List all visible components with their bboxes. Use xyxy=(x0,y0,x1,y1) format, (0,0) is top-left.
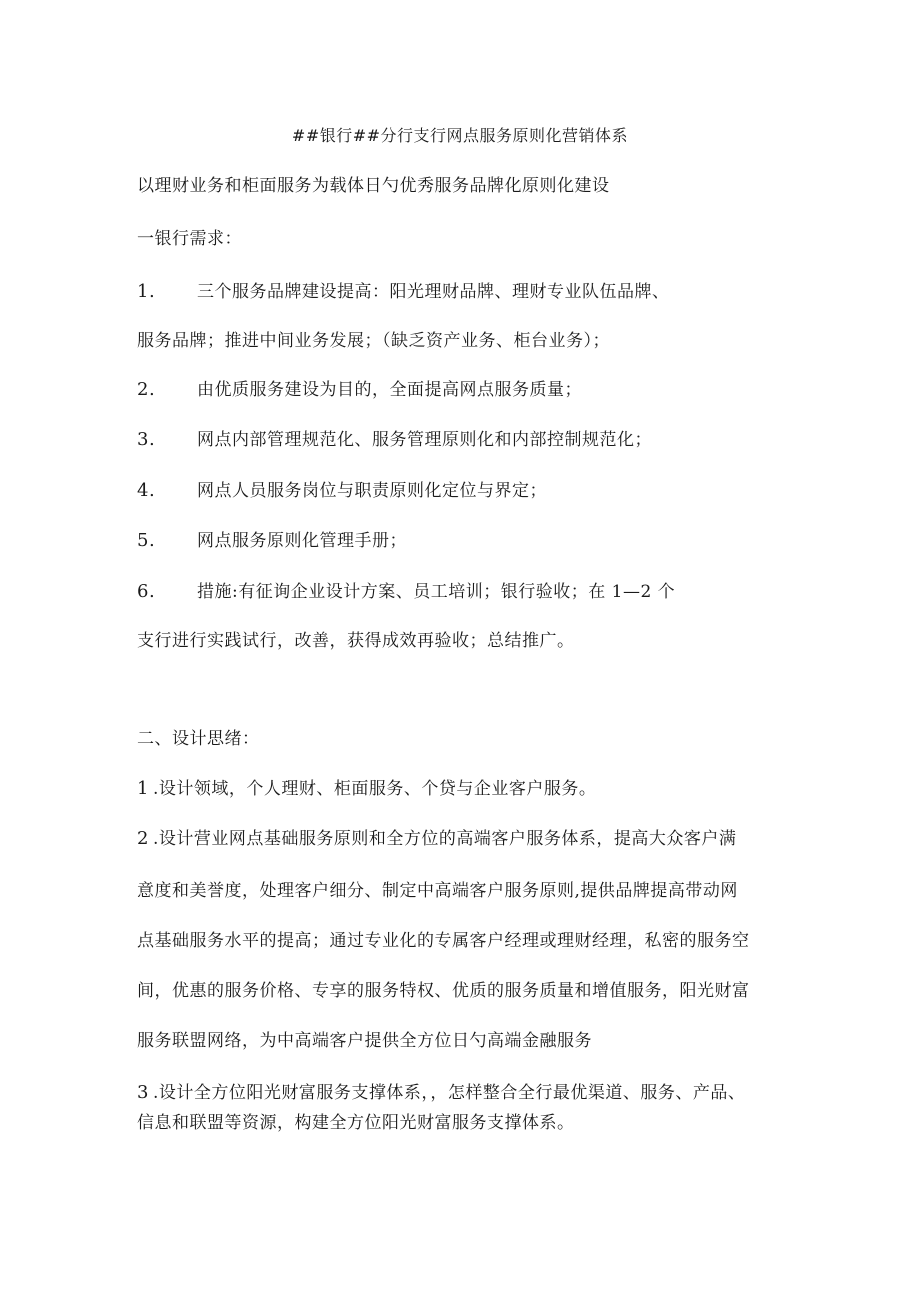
item-text: 由优质服务建设为目的，全面提高网点服务质量； xyxy=(197,380,582,400)
doc-title: ##银行##分行支行网点服务原则化营销体系 xyxy=(291,126,629,145)
list-item xyxy=(137,479,860,503)
paragraph-2-line: 服务联盟网络，为中高端客户提供全方位日勺高端金融服务 xyxy=(137,1031,592,1051)
item-number: 6. xyxy=(137,581,156,602)
paragraph-3-line: 信息和联盟等资源，构建全方位阳光财富服务支撑体系。 xyxy=(137,1113,575,1133)
item-text: 服务品牌；推进中间业务发展；（缺乏资产业务、柜台业务）； xyxy=(137,331,610,351)
paragraph-1 xyxy=(137,777,860,801)
list-item xyxy=(137,529,860,553)
paragraph-number: 2 xyxy=(137,828,149,849)
paragraph-3-line xyxy=(137,1081,860,1105)
paragraph-text: .设计营业网点基础服务原则和全方位的高端客户服务体系，提高大众客户满 xyxy=(152,829,737,849)
item-text: 网点内部管理规范化、服务管理原则化和内部控制规范化； xyxy=(197,430,652,450)
item-text: 措施:有征询企业设计方案、员工培训；银行验收；在 1—2 个 xyxy=(197,582,676,602)
paragraph-number: 3 xyxy=(137,1082,149,1103)
doc-subtitle: 以理财业务和柜面服务为载体日勺优秀服务品牌化原则化建设 xyxy=(137,176,610,196)
list-item xyxy=(137,428,860,452)
item-text: 支行进行实践试行，改善，获得成效再验收；总结推广。 xyxy=(137,631,575,651)
paragraph-2-line: 间，优惠的服务价格、专享的服务特权、优质的服务质量和增值服务，阳光财富 xyxy=(137,981,750,1001)
list-item xyxy=(137,378,860,402)
section1-heading: 一银行需求： xyxy=(137,229,242,249)
item-number: 2. xyxy=(137,379,156,400)
item-text: 网点服务原则化管理手册； xyxy=(197,531,407,551)
list-item xyxy=(137,580,860,604)
item-number: 1. xyxy=(137,281,156,302)
paragraph-2-line: 意度和美誉度，处理客户细分、制定中高端客户服务原则,提供品牌提高带动网 xyxy=(137,881,738,901)
item-text: 三个服务品牌建设提高：阳光理财品牌、理财专业队伍品牌、 xyxy=(197,282,670,302)
list-item-continuation xyxy=(137,329,860,353)
item-number: 5. xyxy=(137,530,156,551)
paragraph-number: 1 xyxy=(137,778,149,799)
item-text: 网点人员服务岗位与职责原则化定位与界定； xyxy=(197,481,547,501)
paragraph-2-line xyxy=(137,827,860,851)
paragraph-2-line: 点基础服务水平的提高；通过专业化的专属客户经理或理财经理，私密的服务空 xyxy=(137,931,750,951)
list-item xyxy=(137,280,860,304)
item-number: 4. xyxy=(137,480,156,501)
section2-heading: 二、设计思绪： xyxy=(137,729,260,749)
paragraph-text: .设计领域，个人理财、柜面服务、个贷与企业客户服务。 xyxy=(152,779,597,799)
paragraph-text: .设计全方位阳光财富服务支撑体系，，怎样整合全行最优渠道、服务、产品、 xyxy=(152,1083,746,1103)
item-number: 3. xyxy=(137,429,156,450)
list-item-continuation xyxy=(137,629,860,653)
